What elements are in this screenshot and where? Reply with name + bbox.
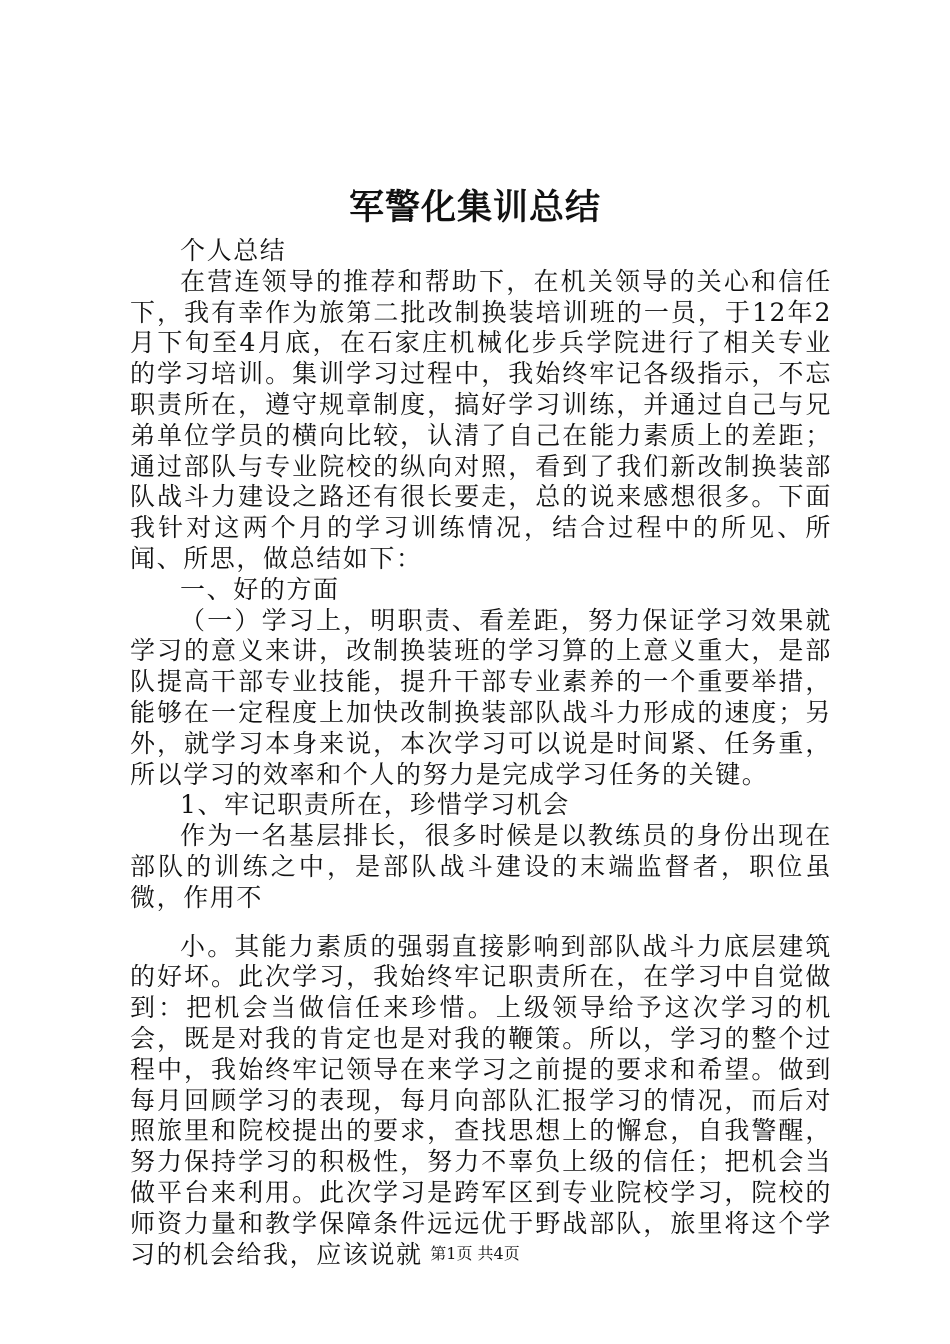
document-title: 军警化集训总结 [348,187,601,228]
paragraph-intro: 在营连领导的推荐和帮助下，在机关领导的关心和信任下，我有幸作为旅第二批改制换装培训班的一员，于12年2月下旬至4月底，在石家庄机械化步兵学院进行了相关专业的学习培训。集训学习过程中，我始终牢记各级指示，不忘职责所在，遵守规章制度，搞好学习训练，并通过自己与兄弟单位学员的横向比较，认清了自己在能力素质上的差距；通过部队与专业院校的纵向对照，看到了我们新改制换装部队战斗力建设之路还有很长要走，总的说来感想很多。下面我针对这两个月的学习训练情况，结合过程中的所见、所闻、所思，做总结如下： [130,266,832,573]
subsection-heading-duty: 1、牢记职责所在，珍惜学习机会 [180,790,570,820]
page-number-footer: 第1页 共4页 [430,1244,520,1263]
section-heading-good-aspects: 一、好的方面 [180,574,340,604]
paragraph-continuation: 小。其能力素质的强弱直接影响到部队战斗力底层建筑的好坏。此次学习，我始终牢记职责所在，在学习中自觉做到：把机会当做信任来珍惜。上级领导给予这次学习的机会，既是对我的肯定也是对我的鞭策。所以，学习的整个过程中，我始终牢记领导在来学习之前提的要求和希望。做到每月回顾学习的表现，每月向部队汇报学习的情况，而后对照旅里和院校提出的要求，查找思想上的懈怠，自我警醒，努力保持学习的积极性，努力不辜负上级的信任；把机会当做平台来利用。此次学习是跨军区到专业院校学习，院校的师资力量和教学保障条件远远优于野战部队，旅里将这个学习的机会给我，应该说就 [130,931,832,1269]
document-body [130,236,832,1270]
paragraph-platoon-leader: 作为一名基层排长，很多时候是以教练员的身份出现在部队的训练之中，是部队战斗建设的末端监督者，职位虽微，作用不 [130,821,832,912]
paragraph-heading-personal-summary: 个人总结 [180,236,287,265]
paragraph-study-section: （一）学习上，明职责、看差距，努力保证学习效果就学习的意义来讲，改制换装班的学习算的上意义重大，是部队提高干部专业技能，提升干部专业素养的一个重要举措，能够在一定程度上加快改制换装部队战斗力形成的速度；另外，就学习本身来说，本次学习可以说是时间紧、任务重，所以学习的效率和个人的努力是完成学习任务的关键。 [130,605,832,789]
